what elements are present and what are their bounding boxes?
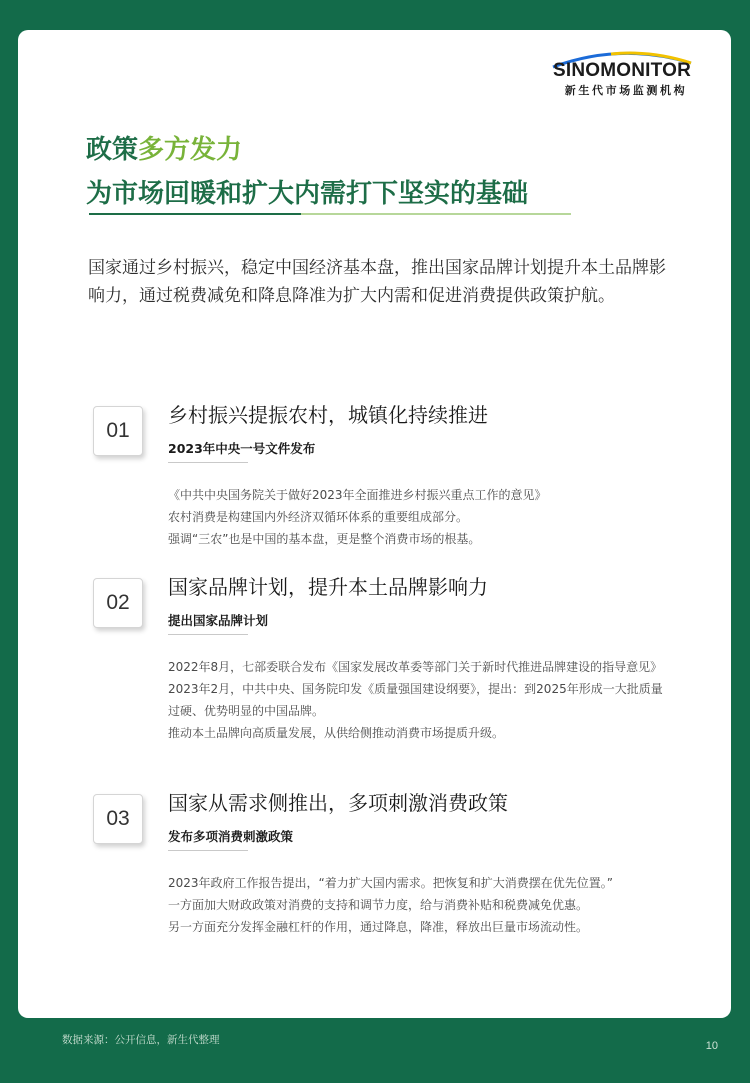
section-body xyxy=(168,656,668,744)
section-subtitle: 提出国家品牌计划 xyxy=(168,613,269,628)
section-body-line: 农村消费是构建国内外经济双循环体系的重要组成部分。 xyxy=(168,510,469,524)
section-body-line: 推动本土品牌向高质量发展，从供给侧推动消费市场提质升级。 xyxy=(168,726,505,740)
section-number-box: 01 xyxy=(93,406,143,456)
section-body-line: 另一方面充分发挥金融杠杆的作用，通过降息，降准，释放出巨量市场流动性。 xyxy=(168,920,589,934)
section-title: 国家从需求侧推出，多项刺激消费政策 xyxy=(168,791,508,815)
data-source-note: 数据来源：公开信息，新生代整理 xyxy=(62,1034,220,1046)
intro-paragraph: 国家通过乡村振兴，稳定中国经济基本盘，推出国家品牌计划提升本土品牌影响力，通过税费减免和降息降准为扩大内需和促进消费提供政策护航。 xyxy=(88,258,666,306)
section-body-line: 2022年8月，七部委联合发布《国家发展改革委等部门关于新时代推进品牌建设的指导意见》 xyxy=(168,660,663,674)
headline-part-1: 政策 xyxy=(86,135,139,165)
section-body xyxy=(168,484,668,550)
section-title: 乡村振兴提振农村，城镇化持续推进 xyxy=(168,403,488,427)
section-number-box: 02 xyxy=(93,578,143,628)
headline-underline xyxy=(89,213,301,215)
section-number-box: 03 xyxy=(93,794,143,844)
section-body-line: 《中共中央国务院关于做好2023年全面推进乡村振兴重点工作的意见》 xyxy=(168,488,547,502)
section-body-line: 2023年2月，中共中央、国务院印发《质量强国建设纲要》，提出：到2025年形成一大批质量过硬、优势明显的中国品牌。 xyxy=(168,682,663,718)
content-card xyxy=(18,30,731,1018)
section-title: 国家品牌计划，提升本土品牌影响力 xyxy=(168,575,488,599)
logo-brand-text: SINOMONITOR xyxy=(552,60,692,81)
section-subtitle-underline xyxy=(168,634,248,635)
headline-line-1 xyxy=(86,128,528,172)
section-subtitle: 发布多项消费刺激政策 xyxy=(168,829,294,844)
section-body xyxy=(168,872,668,938)
section-subtitle-underline xyxy=(168,462,248,463)
page-number: 10 xyxy=(705,1040,718,1052)
headline-part-2: 多方发力 xyxy=(138,135,243,165)
section-body-line: 强调“三农”也是中国的基本盘，更是整个消费市场的根基。 xyxy=(168,532,481,546)
page-headline xyxy=(86,128,528,216)
section-body-line: 一方面加大财政政策对消费的支持和调节力度，给与消费补贴和税费减免优惠。 xyxy=(168,898,589,912)
sinomonitor-logo xyxy=(541,48,701,98)
section-subtitle: 2023年中央一号文件发布 xyxy=(168,441,316,456)
section-body-line: 2023年政府工作报告提出，“着力扩大国内需求。把恢复和扩大消费摆在优先位置。” xyxy=(168,876,613,890)
logo-subtitle: 新生代市场监测机构 xyxy=(564,84,688,97)
headline-line-2: 为市场回暖和扩大内需打下坚实的基础 xyxy=(86,179,529,209)
section-subtitle-underline xyxy=(168,850,248,851)
